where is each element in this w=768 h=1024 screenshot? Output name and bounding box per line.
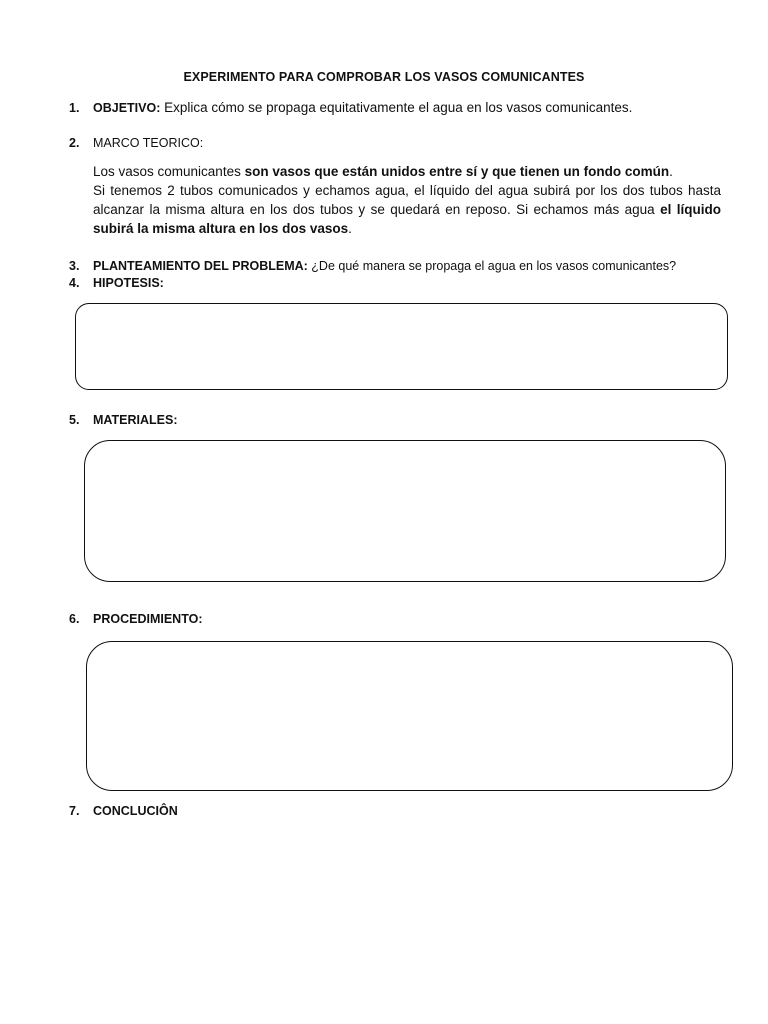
objetivo-label: OBJETIVO: bbox=[93, 101, 161, 115]
procedimiento-heading: PROCEDIMIENTO: bbox=[93, 612, 203, 626]
marco-p1-end: . bbox=[669, 164, 673, 179]
objetivo-text: Explica cómo se propaga equitativamente el agua en los vasos comunicantes. bbox=[160, 100, 633, 115]
marco-teorico-heading: MARCO TEORICO: bbox=[93, 136, 204, 150]
marco-p2-text: Si tenemos 2 tubos comunicados y echamos agua, el líquido del agua subirá por los dos tubos hasta alcanzar la misma altura en los dos tubos y se quedará en reposo. Si echamos más agua bbox=[93, 183, 721, 217]
procedimiento-answer-box[interactable] bbox=[86, 641, 733, 791]
marco-p2-bold: el líquido subirá la misma altura en los dos vasos bbox=[93, 202, 722, 236]
section-objetivo bbox=[93, 100, 632, 115]
conclusion-heading: CONCLUCIÔN bbox=[93, 804, 178, 818]
planteamiento-text: ¿De qué manera se propaga el agua en los vasos comunicantes? bbox=[307, 259, 677, 273]
section-number-5: 5. bbox=[69, 413, 80, 427]
section-number-7: 7. bbox=[69, 804, 80, 818]
materiales-heading: MATERIALES: bbox=[93, 413, 178, 427]
document-title: EXPERIMENTO PARA COMPROBAR LOS VASOS COMUNICANTES bbox=[183, 70, 585, 84]
marco-p1-text: Los vasos comunicantes bbox=[93, 164, 245, 179]
materiales-answer-box[interactable] bbox=[84, 440, 726, 582]
section-number-6: 6. bbox=[69, 612, 80, 626]
marco-teorico-paragraph bbox=[93, 162, 721, 238]
section-planteamiento bbox=[93, 259, 676, 273]
section-number-2: 2. bbox=[69, 136, 80, 150]
hipotesis-answer-box[interactable] bbox=[75, 303, 728, 390]
section-number-4: 4. bbox=[69, 276, 80, 290]
planteamiento-label: PLANTEAMIENTO DEL PROBLEMA: bbox=[93, 259, 308, 273]
marco-paragraph-1 bbox=[93, 162, 721, 181]
marco-p2-end: . bbox=[348, 221, 352, 236]
section-number-1: 1. bbox=[69, 101, 80, 115]
marco-p1-bold: son vasos que están unidos entre sí y que tienen un fondo común bbox=[244, 164, 670, 179]
section-number-3: 3. bbox=[69, 259, 80, 273]
hipotesis-heading: HIPOTESIS: bbox=[93, 276, 164, 290]
marco-paragraph-2 bbox=[93, 181, 721, 238]
